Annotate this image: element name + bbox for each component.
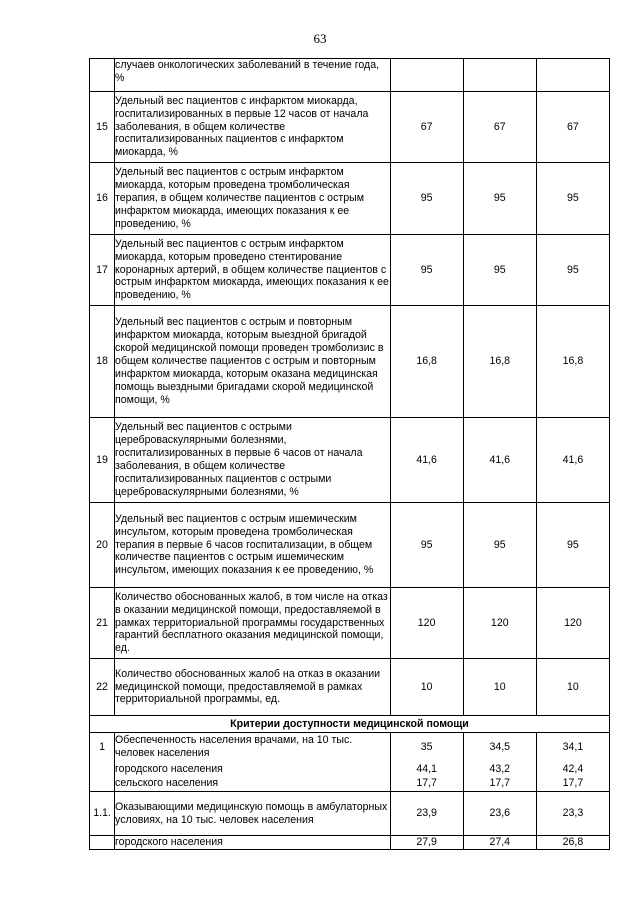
- value-col-3: 95: [536, 235, 609, 306]
- value-col-2: 16,8: [463, 306, 536, 418]
- table-row: [90, 777, 610, 792]
- value-col-3: 67: [536, 92, 609, 163]
- value-col-3: 95: [536, 503, 609, 588]
- value-col-3: 17,7: [536, 777, 609, 792]
- row-number: 19: [90, 418, 115, 503]
- value-col-2: 67: [463, 92, 536, 163]
- row-description: Количество обоснованных жалоб на отказ в оказании медицинской помощи, предоставляемой в рамках территориальной программы, ед.: [115, 659, 391, 716]
- row-description: Удельный вес пациентов с острыми цереброваскулярными болезнями, госпитализированных в первые 6 часов от начала заболевания, в общем количестве госпитализированных пациентов с острыми цереброваскулярными болезнями, %: [115, 418, 391, 503]
- section-title: Критерии доступности медицинской помощи: [90, 716, 610, 733]
- row-number: 18: [90, 306, 115, 418]
- table-row: [90, 659, 610, 716]
- row-description: Обеспеченность населения врачами, на 10 тыс. человек населения: [115, 733, 391, 762]
- row-description: Удельный вес пациентов с острым ишемическим инсультом, которым проведена тромболическая терапия в первые 6 часов госпитализации, в общем количестве пациентов с острым ишемическим инсультом, имеющих показания к ее проведению, %: [115, 503, 391, 588]
- value-col-3: 10: [536, 659, 609, 716]
- row-description: Удельный вес пациентов с острым инфарктом миокарда, которым проведено стентирование коронарных артерий, в общем количестве пациентов с острым инфарктом миокарда, имеющих показания к ее проведению, %: [115, 235, 391, 306]
- row-number: [90, 762, 115, 777]
- table-row: [90, 59, 610, 92]
- row-description: Количество обоснованных жалоб, в том числе на отказ в оказании медицинской помощи, предоставляемой в рамках территориальной программы государственных гарантий бесплатного оказания медицинской помощи, ед.: [115, 588, 391, 659]
- value-col-3: 120: [536, 588, 609, 659]
- value-col-3: 34,1: [536, 733, 609, 762]
- row-number: [90, 59, 115, 92]
- table-row: [90, 836, 610, 850]
- row-description: городского населения: [115, 762, 391, 777]
- value-col-1: 95: [390, 163, 463, 235]
- row-description: городского населения: [115, 836, 391, 850]
- table-row: [90, 792, 610, 836]
- value-col-1: 16,8: [390, 306, 463, 418]
- value-col-1: 44,1: [390, 762, 463, 777]
- value-col-3: 41,6: [536, 418, 609, 503]
- row-number: 1.1.: [90, 792, 115, 836]
- table-row: [90, 163, 610, 235]
- value-col-2: 95: [463, 503, 536, 588]
- value-col-3: 23,3: [536, 792, 609, 836]
- section-header-row: [90, 716, 610, 733]
- indicators-table: [89, 58, 610, 850]
- row-number: 20: [90, 503, 115, 588]
- table-row: [90, 733, 610, 762]
- row-description: Удельный вес пациентов с острым инфарктом миокарда, которым проведена тромболическая терапия, в общем количестве пациентов с острым инфарктом миокарда, имеющих показания к ее проведению, %: [115, 163, 391, 235]
- value-col-1: 95: [390, 235, 463, 306]
- table-row: [90, 92, 610, 163]
- value-col-3: 16,8: [536, 306, 609, 418]
- row-description: Удельный вес пациентов с инфарктом миокарда, госпитализированных в первые 12 часов от начала заболевания, в общем количестве госпитализированных пациентов с инфарктом миокарда, %: [115, 92, 391, 163]
- row-description: Удельный вес пациентов с острым и повторным инфарктом миокарда, которым выездной бригадой скорой медицинской помощи проведен тромболизис в общем количестве пациентов с острым и повторным инфарктом миокарда, которым оказана медицинская помощь выездными бригадами скорой медицинской помощи, %: [115, 306, 391, 418]
- value-col-1: 120: [390, 588, 463, 659]
- page-number: 63: [313, 31, 327, 46]
- value-col-3: 95: [536, 163, 609, 235]
- value-col-3: [536, 59, 609, 92]
- row-description: Оказывающими медицинскую помощь в амбулаторных условиях, на 10 тыс. человек населения: [115, 792, 391, 836]
- value-col-2: 27,4: [463, 836, 536, 850]
- value-col-1: 10: [390, 659, 463, 716]
- value-col-2: 95: [463, 235, 536, 306]
- value-col-2: 95: [463, 163, 536, 235]
- row-number: 15: [90, 92, 115, 163]
- value-col-1: 35: [390, 733, 463, 762]
- value-col-1: 23,9: [390, 792, 463, 836]
- value-col-2: 41,6: [463, 418, 536, 503]
- table-row: [90, 762, 610, 777]
- value-col-3: 26,8: [536, 836, 609, 850]
- value-col-1: 41,6: [390, 418, 463, 503]
- row-number: [90, 777, 115, 792]
- row-number: 17: [90, 235, 115, 306]
- value-col-2: 23,6: [463, 792, 536, 836]
- value-col-2: 17,7: [463, 777, 536, 792]
- value-col-2: 43,2: [463, 762, 536, 777]
- row-number: 21: [90, 588, 115, 659]
- value-col-1: [390, 59, 463, 92]
- row-description: случаев онкологических заболеваний в течение года, %: [115, 59, 391, 92]
- value-col-2: 34,5: [463, 733, 536, 762]
- value-col-1: 67: [390, 92, 463, 163]
- value-col-1: 27,9: [390, 836, 463, 850]
- table-row: [90, 418, 610, 503]
- row-description: сельского населения: [115, 777, 391, 792]
- value-col-1: 95: [390, 503, 463, 588]
- row-number: 22: [90, 659, 115, 716]
- table-row: [90, 503, 610, 588]
- row-number: [90, 836, 115, 850]
- table-row: [90, 235, 610, 306]
- value-col-2: 10: [463, 659, 536, 716]
- value-col-2: [463, 59, 536, 92]
- row-number: 1: [90, 733, 115, 762]
- value-col-1: 17,7: [390, 777, 463, 792]
- value-col-2: 120: [463, 588, 536, 659]
- table-row: [90, 588, 610, 659]
- table-row: [90, 306, 610, 418]
- value-col-3: 42,4: [536, 762, 609, 777]
- row-number: 16: [90, 163, 115, 235]
